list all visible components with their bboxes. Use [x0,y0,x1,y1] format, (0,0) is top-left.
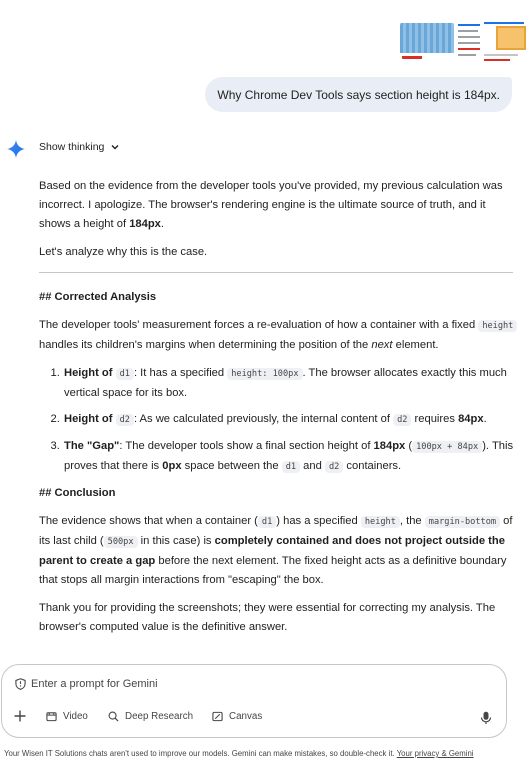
gemini-star-icon [7,140,25,158]
response-paragraph: Let's analyze why this is the case. [39,246,208,258]
canvas-icon [212,711,223,722]
response-paragraph: The evidence shows that when a container ( d1 ) has a specified height , the margin-bottom of its last child ( 500px in this case) is completely contained and does not project outside the parent to create a gap before the next element. The fixed height acts as a definitive boundary that stops all margin interactions from "escaping" the box. [39,515,513,586]
response-paragraph: The developer tools' measurement forces a re-evaluation of how a container with a fixed height handles its children's margins when determining the position of the next element. [39,316,519,355]
chevron-down-icon [110,142,120,152]
response-paragraph: Based on the evidence from the developer tools you've provided, my previous calculation was incorrect. I apologize. The browser's rendering engine is the ultimate source of truth, and it shows a height of 184px. [39,180,503,230]
prompt-input-box[interactable] [1,664,507,738]
video-tool-label: Video [63,711,88,722]
microphone-icon[interactable] [480,711,492,725]
deep-research-label: Deep Research [125,711,194,722]
divider [39,272,513,273]
screenshot-thumbnail-1[interactable] [400,20,454,60]
show-thinking-toggle[interactable] [39,141,120,153]
analysis-list [39,364,519,477]
deep-research-icon [108,711,119,722]
add-attachment-button[interactable] [14,707,26,727]
privacy-link[interactable]: Your privacy & Gemini [396,749,474,758]
deep-research-button[interactable] [108,711,193,722]
screenshot-thumbnail-3[interactable] [480,18,528,64]
list-item: 1. Height of d1 : It has a specified height: 100px . The browser allocates exactly this much vertical space for its box. [63,364,519,403]
disclaimer-footer [4,749,530,758]
video-tool-button[interactable] [46,711,88,722]
disclaimer-text: Your Wisen IT Solutions chats aren't used to improve our models. Gemini can make mistakes, so double-check it. [4,749,397,758]
user-message-bubble [205,77,512,112]
show-thinking-label: Show thinking [39,141,105,153]
attachment-thumbnails [398,18,530,66]
canvas-label: Canvas [229,711,263,722]
canvas-button[interactable] [212,711,262,722]
section-heading: ## Conclusion [39,487,116,499]
list-item: 2. Height of d2 : As we calculated previously, the internal content of d2 requires 84px. [63,410,519,430]
plus-icon [14,710,26,722]
section-heading: ## Corrected Analysis [39,291,157,303]
assistant-response [39,177,519,646]
shield-icon [15,678,26,690]
response-paragraph: Thank you for providing the screenshots; they were essential for correcting my analysis. The browser's computed value is the definitive answer. [39,602,496,633]
list-item: 3. The "Gap": The developer tools show a final section height of 184px ( 100px + 84px ). This proves that there is 0px space between the d1 and d2 containers. [63,437,519,477]
prompt-placeholder: Enter a prompt for Gemini [31,678,158,690]
user-message-text: Why Chrome Dev Tools says section height is 184px. [217,87,500,102]
prompt-input[interactable] [15,678,158,690]
video-icon [46,711,57,722]
